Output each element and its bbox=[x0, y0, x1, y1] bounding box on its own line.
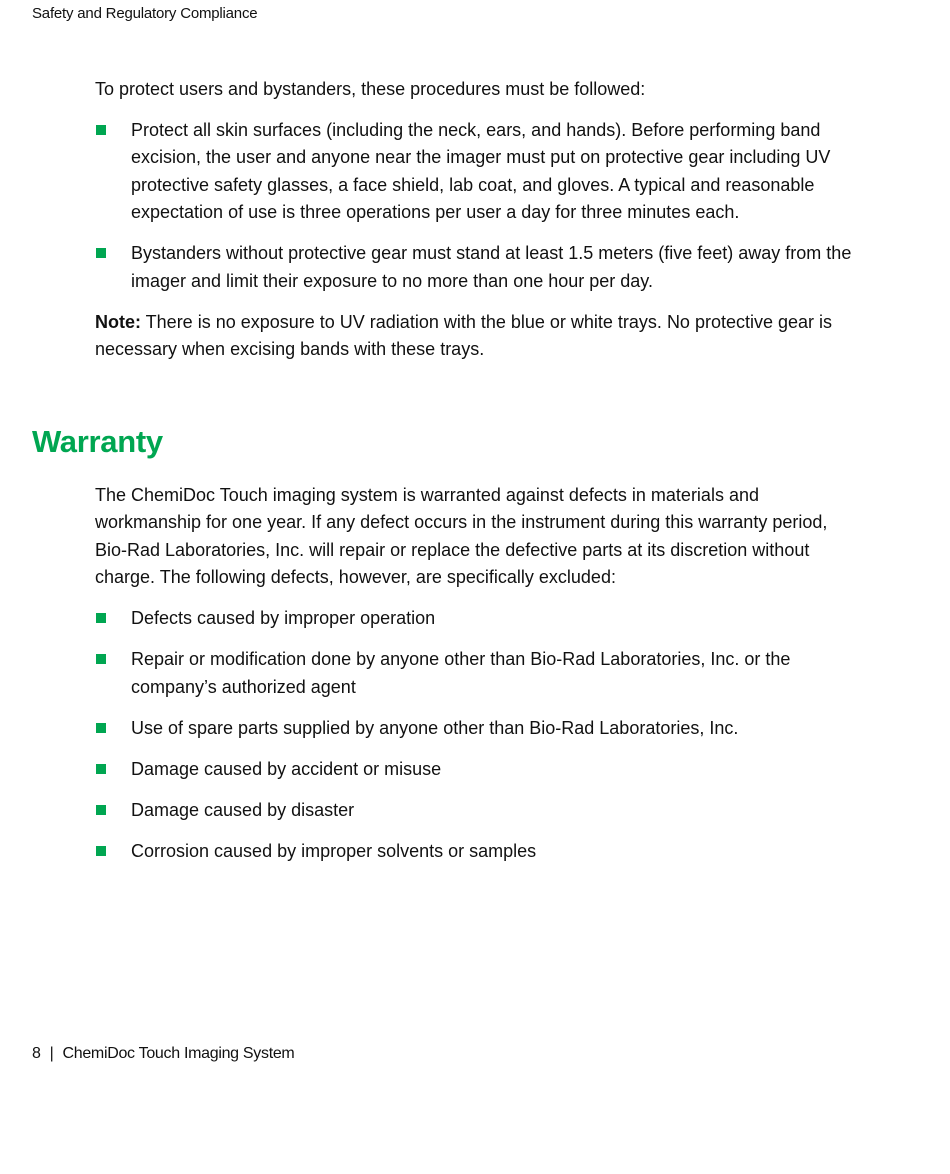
footer-doc-title: ChemiDoc Touch Imaging System bbox=[62, 1045, 295, 1062]
page-footer bbox=[32, 1044, 294, 1064]
list-item bbox=[95, 240, 855, 295]
list-item bbox=[95, 715, 855, 742]
warranty-paragraph: The ChemiDoc Touch imaging system is warranted against defects in materials and workmanship for one year. If any defect occurs in the instrument during this warranty period, Bio-Rad Laboratories, Inc. will repair or replace the defective parts at its discretion without charge. The following defects, however, are specifically excluded: bbox=[95, 485, 828, 588]
list-item bbox=[95, 756, 855, 783]
green-square-bullet-icon bbox=[96, 846, 106, 856]
running-header: Safety and Regulatory Compliance bbox=[32, 5, 258, 22]
list-item bbox=[95, 117, 855, 227]
note-text: There is no exposure to UV radiation with the blue or white trays. No protective gear is necessary when excising bands with these trays. bbox=[95, 311, 833, 360]
warranty-exclusions-list bbox=[95, 605, 855, 865]
note-paragraph bbox=[95, 309, 855, 364]
green-square-bullet-icon bbox=[96, 723, 106, 733]
list-item-text: Protect all skin surfaces (including the neck, ears, and hands). Before performing band excision, the user and anyone near the imager must put on protective gear including UV protective safety glasses, a face shield, lab coat, and gloves. A typical and reasonable expectation of use is three operations per user a day for three minutes each. bbox=[131, 120, 831, 223]
footer-separator: | bbox=[49, 1045, 54, 1062]
list-item bbox=[95, 605, 855, 632]
uv-intro-paragraph: To protect users and bystanders, these procedures must be followed: bbox=[95, 79, 646, 99]
list-item-text: Corrosion caused by improper solvents or samples bbox=[131, 840, 537, 861]
list-item bbox=[95, 838, 855, 865]
green-square-bullet-icon bbox=[96, 125, 106, 135]
note-label: Note: bbox=[95, 311, 141, 332]
green-square-bullet-icon bbox=[96, 764, 106, 774]
list-item-text: Damage caused by disaster bbox=[131, 799, 355, 820]
green-square-bullet-icon bbox=[96, 654, 106, 664]
list-item-text: Defects caused by improper operation bbox=[131, 608, 436, 629]
uv-safety-section bbox=[95, 76, 855, 363]
green-square-bullet-icon bbox=[96, 248, 106, 258]
green-square-bullet-icon bbox=[96, 613, 106, 623]
list-item bbox=[95, 646, 855, 701]
page-number: 8 bbox=[32, 1045, 41, 1062]
list-item-text: Damage caused by accident or misuse bbox=[131, 758, 442, 779]
list-item-text: Repair or modification done by anyone other than Bio-Rad Laboratories, Inc. or the company’s authorized agent bbox=[131, 649, 791, 697]
green-square-bullet-icon bbox=[96, 805, 106, 815]
list-item-text: Bystanders without protective gear must stand at least 1.5 meters (five feet) away from the imager and limit their exposure to no more than one hour per day. bbox=[131, 243, 852, 291]
warranty-heading: Warranty bbox=[32, 424, 163, 459]
warranty-section bbox=[95, 482, 855, 879]
uv-procedures-list bbox=[95, 117, 855, 295]
list-item bbox=[95, 797, 855, 824]
list-item-text: Use of spare parts supplied by anyone other than Bio-Rad Laboratories, Inc. bbox=[131, 717, 739, 738]
